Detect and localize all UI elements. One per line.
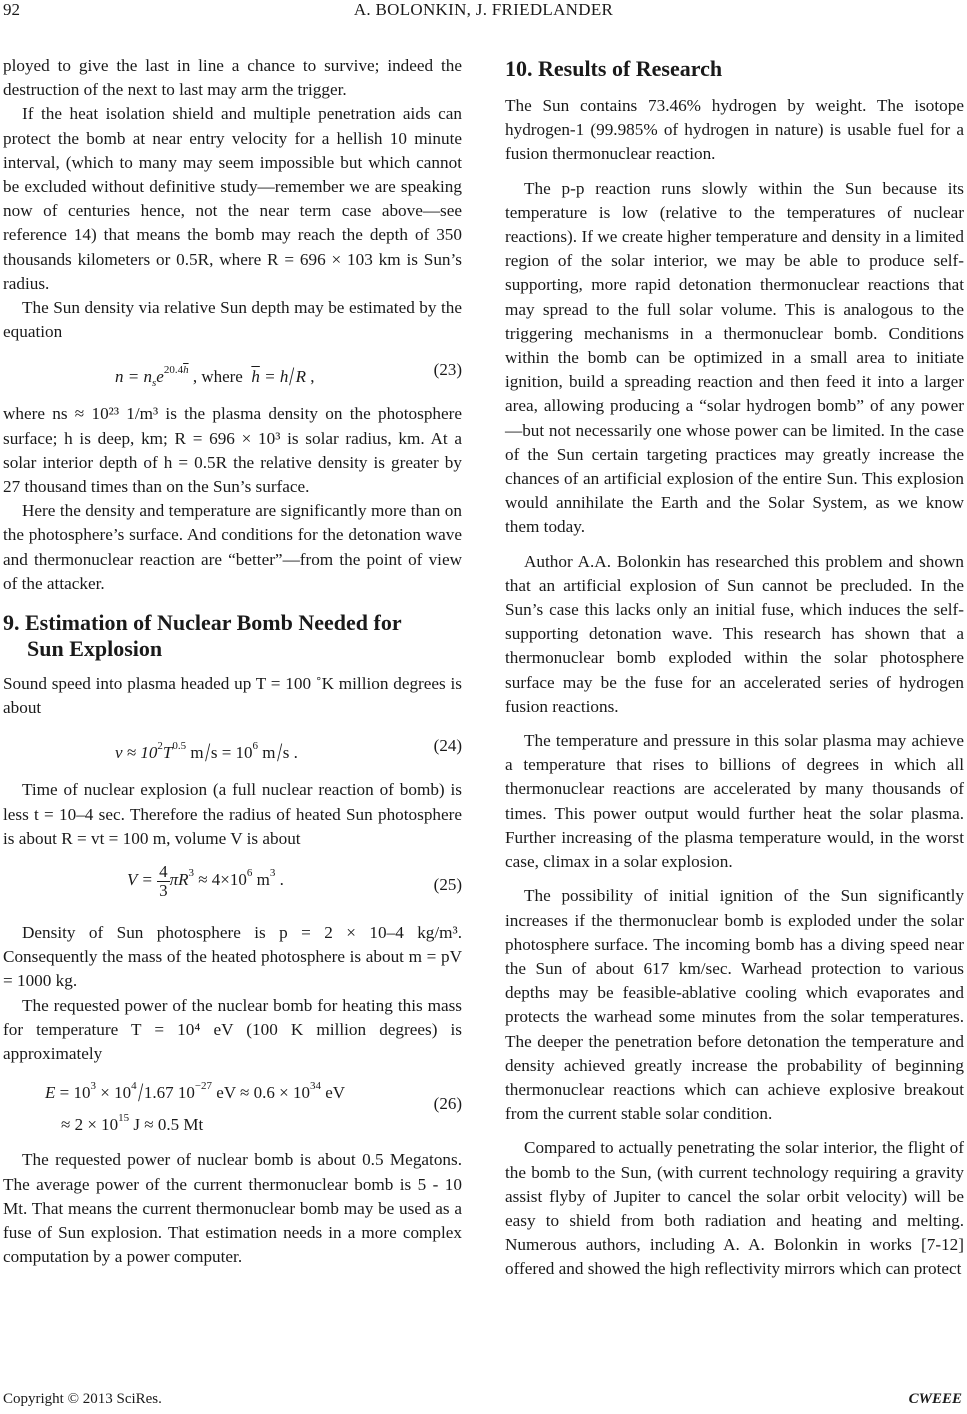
eq26-slash: /	[137, 1078, 143, 1108]
equation-23	[3, 352, 462, 392]
eq25-approx: ≈ 4×10	[198, 870, 247, 890]
page-number: 92	[3, 0, 20, 19]
eq25-unit: m	[252, 870, 270, 890]
eq24-slash-1: /	[204, 738, 210, 768]
section-9-heading-line2: Sun Explosion	[27, 636, 163, 662]
equation-26-line1: $E = 10^3 \times 10^4/1.67$ $10^{-27}$ eV ≈ $0.6 \times 10^{34}$ eV	[45, 1078, 346, 1108]
eq24-c: m	[190, 743, 204, 763]
eq26-l1-sup-c: −27	[194, 1080, 213, 1093]
eq24-sup-d: 6	[252, 740, 259, 753]
eq23-slash: /	[289, 362, 295, 392]
left-paragraph-4: where ns ≈ 10²³ 1/m³ is the plasma density on the photosphere surface; h is deep, km; R = 696 × 10³ is solar radius, km. At a solar interior depth of h = 0.5R the relative density is greater by 27 thousand times than on the Sun’s surface.	[3, 404, 462, 497]
section-9-heading	[3, 610, 462, 662]
right-paragraph-4: The temperature and pressure in this solar plasma may achieve a temperature that rises to billions of degrees in which all thermonuclear reactions are accelerated by many thousands of times. This power output would further heat the solar plasma. Further increasing of the plasma temperature would, in the worst case, climax in a solar explosion.	[505, 731, 964, 872]
equation-24-number: (24)	[433, 736, 462, 756]
right-paragraph-5: The possibility of initial ignition of the Sun significantly increases if the thermonuclear bomb is exploded under the solar photosphere surface. The incoming bomb has a diving speed near the Sun of about 617 km/sec. Warhead protection to various depths may be feasible-ablative cooling which evaporates and protects the warhead some minutes from the solar temperatures. The deeper the penetration before detonation the temperature and density achieved greatly increase the probability of beginning thermonuclear reactions which can achieve explosive breakout from the current stable solar condition.	[505, 886, 964, 1124]
left-paragraph-9: The requested power of the nuclear bomb for heating this mass for temperature T = 10⁴ eV (100 K million degrees) is approximately	[3, 995, 462, 1064]
eq26-l2-a: ≈ 2 × 10	[61, 1115, 119, 1135]
eq23-tail: ,	[310, 367, 315, 387]
running-head: A. BOLONKIN, J. FRIEDLANDER	[353, 0, 614, 19]
eq23-hbar: $\overline{h}$	[251, 367, 260, 387]
eq26-l1-sup-d: 34	[309, 1080, 321, 1093]
right-paragraph-6: Compared to actually penetrating the solar interior, the flight of the bomb to the Sun, (with current technology requiring a gravity assist flyby of Jupiter to cancel the solar orbit velocity) will be easy to shield from both radiation and heating and melting. Numerous authors, including A. A. Bolonkin in works [7-12] offered and showed the high reflectivity mirrors which can protect	[505, 1138, 964, 1279]
eq23-e: e	[156, 367, 164, 387]
eq24-sup-b: 0.5	[172, 740, 187, 753]
section-10-heading: 10. Results of Research	[505, 56, 723, 81]
eq24-a: v ≈ 10	[115, 743, 158, 763]
eq23-exponent-var: $\overline{h}$	[183, 364, 189, 377]
eq26-l1-c: 1.67 10	[143, 1083, 195, 1103]
equation-25	[3, 859, 462, 911]
eq26-l2-b: J ≈ 0.5 Mt	[129, 1115, 204, 1135]
equation-25-number: (25)	[433, 875, 462, 895]
right-paragraph-2: The p-p reaction runs slowly within the Sun because its temperature is low (relative to the temperatures of nuclear reactions). If we create higher temperature and density in a limited region of the solar interior, we may be able to produce self-supporting, more rapid detonation thermonuclear reactions that may spread to the full solar volume. This is analogous to the triggering mechanisms in a thermonuclear bomb. Conditions within the bomb can be optimized in a small area to initiate ignition, build a spreading reaction and then feed it into a larger area, allowing producing a “solar hydrogen bomb” of any power—but not necessarily one whose power can be limited. In the case of the Sun certain targeting practices may greatly increase the chances of an artificial explosion of the entire Sun. This explosion would annihilate the Earth and the Solar System, as we know them today.	[505, 178, 964, 537]
page-header	[0, 0, 967, 30]
left-paragraph-10: The requested power of nuclear bomb is about 0.5 Megatons. The average power of the current thermonuclear bomb is 5 - 10 Mt. That means the current thermonuclear bomb may be used as a fuse of Sun explosion. That estimation needs in a more complex computation by a power computer.	[3, 1150, 462, 1267]
eq26-l2-sup: 15	[118, 1112, 130, 1125]
eq24-d: s = 10	[210, 743, 253, 763]
left-paragraph-5: Here the density and temperature are significantly more than on the photosphere’s surface. And conditions for the detonation wave and thermonuclear reaction are “better”—from the point of view of the attacker.	[3, 501, 462, 593]
eq26-l1-sup-b: 4	[131, 1080, 137, 1093]
eq23-where: , where	[192, 367, 243, 387]
equation-26-line2	[61, 1106, 203, 1137]
eq25-numerator: 4	[159, 861, 168, 881]
eq26-l1-d: eV ≈ 0.6 × 10	[212, 1083, 310, 1103]
equation-24-body	[115, 734, 298, 768]
eq23-exponent: 20.4	[163, 364, 184, 377]
eq25-denominator: 3	[159, 880, 168, 900]
eq26-l1-e: eV	[320, 1083, 346, 1103]
right-paragraph-3: Author A.A. Bolonkin has researched this problem and shown that an artificial explosion of Sun cannot be precluded. In the Sun’s case this lacks only an initial fuse, which induces the self-supporting detonation wave. This research has shown that a thermonuclear bomb exploded within the solar photosphere surface may be the fuse for an accelerated series of hydrogen fusion reactions.	[505, 551, 964, 716]
eq25-sup6: 6	[246, 867, 253, 880]
eq26-l1-b: × 10	[95, 1083, 132, 1103]
left-column	[3, 54, 462, 1269]
equation-26	[3, 1072, 462, 1136]
left-paragraph-8: Density of Sun photosphere is p = 2 × 10–4 kg/m³. Consequently the mass of the heated photosphere is about m = pV = 1000 kg.	[3, 923, 462, 991]
eq25-fraction	[157, 863, 170, 900]
eq25-sup-unit: 3	[269, 867, 276, 880]
eq23-R: R	[295, 367, 306, 387]
right-paragraph-1: The Sun contains 73.46% hydrogen by weight. The isotope hydrogen-1 (99.985% of hydrogen in nature) is usable fuel for a fusion thermonuclear reaction.	[505, 96, 964, 164]
equation-26-number: (26)	[433, 1094, 462, 1114]
footer-journal: CWEEE	[908, 1391, 962, 1407]
eq25-tail: .	[275, 870, 284, 890]
eq23-sub-s: s	[151, 377, 157, 390]
equation-25-body	[127, 861, 284, 900]
eq25-pi-r: πR	[169, 870, 189, 890]
eq24-f: s .	[282, 743, 298, 763]
eq25-lhs: V =	[127, 870, 153, 890]
left-paragraph-7: Time of nuclear explosion (a full nuclear reaction of bomb) is less t = 10–4 sec. Therefore the radius of heated Sun photosphere is about R = vt = 100 m, volume V is about	[3, 780, 462, 848]
section-9-heading-line1: 9. Estimation of Nuclear Bomb Needed for	[3, 610, 402, 636]
left-paragraph-3: The Sun density via relative Sun depth may be estimated by the equation	[3, 298, 462, 342]
eq24-e: m	[262, 743, 276, 763]
right-column	[505, 56, 964, 1282]
left-paragraph-6: Sound speed into plasma headed up T = 100 ˚K million degrees is about	[3, 674, 462, 718]
eq25-sup3: 3	[188, 867, 194, 880]
eq23-lhs: n = n	[115, 367, 152, 387]
eq24-b: T	[162, 743, 173, 763]
eq24-slash-2: /	[276, 738, 282, 768]
equation-23-number: (23)	[433, 360, 462, 380]
footer-copyright: Copyright © 2013 SciRes.	[3, 1391, 162, 1407]
equation-24	[3, 728, 462, 768]
eq26-l1-sup-a: 3	[90, 1080, 96, 1093]
left-paragraph-2: If the heat isolation shield and multiple penetration aids can protect the bomb at near entry velocity for a hellish 10 minute interval, (which to many may seem impossible but which cannot be excluded without definitive study—remember we are speaking now of centuries hence, not the near term case above—see reference 14) that means the bomb may reach the depth of 350 thousands kilometers or 0.5R, where R = 696 × 103 km is Sun’s radius.	[3, 104, 462, 293]
left-paragraph-1: ployed to give the last in line a chance to survive; indeed the destruction of the next to last may arm the trigger.	[3, 56, 462, 100]
equation-23-body	[115, 358, 314, 395]
eq23-eq: = h	[264, 367, 289, 387]
eq24-sup-a: 2	[157, 740, 163, 753]
